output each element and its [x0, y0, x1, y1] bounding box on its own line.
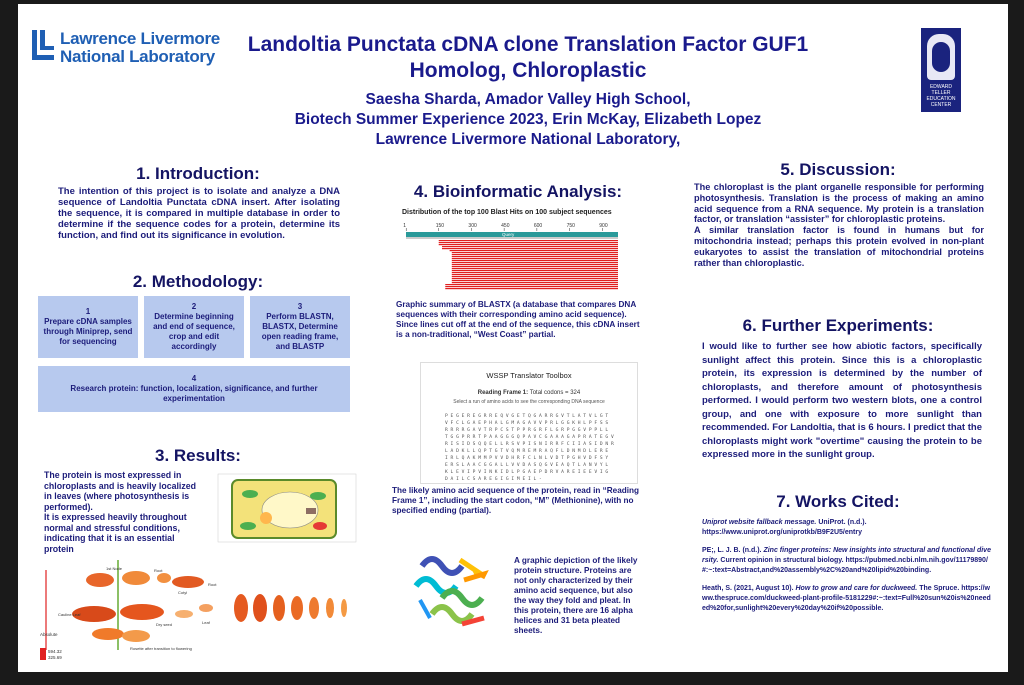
blast-hit-19 [452, 278, 618, 279]
protein-structure-image [402, 536, 502, 636]
poster-title-line1: Landoltia Punctata cDNA clone Translation Factor GUF1 [247, 33, 809, 56]
blast-hit-1 [439, 242, 618, 243]
works-cited-list [702, 518, 992, 614]
citation-3: Heath, S. (2021, August 10). How to grow and care for duckweed. The Spruce. https://www.thespruce.com/duckweed-plant-profile-5181229#:~:text=Full%20sun%20is%20needed%20for,sunlight%20every%20day%20if%20possible. [702, 585, 991, 612]
structure-caption: A graphic depiction of the likely protein structure. Proteins are not only characterized by their amino acid sequence, but also the way they fold and pleat. In this protein, there are 16 alpha helices and 31 beta pleated sheets. [514, 556, 638, 635]
llnl-logo [32, 30, 220, 66]
results-heading: 3. Results: [155, 446, 241, 465]
method-step-3: 3 Perform BLASTN, BLASTX, Determine open reading frame, and BLASTP [250, 296, 350, 358]
legend-value-1: 594.32 [48, 649, 62, 654]
method-step-2: 2 Determine beginning and end of sequence, crop and edit accordingly [144, 296, 244, 358]
intro-text: The intention of this project is to isolate and analyze a DNA sequence of Landoltia Punctata cDNA insert. After isolating the sequence, it is compared in multiple database in order to determine if the sequence codes for a protein, determine its function, and find out its significance in evolution. [58, 186, 340, 241]
axis-tick-5: 750 [566, 223, 575, 229]
blast-hit-18 [452, 276, 618, 277]
blast-hit-12 [452, 264, 618, 265]
blast-hit-16 [452, 272, 618, 273]
works-heading: 7. Works Cited: [776, 492, 900, 511]
teller-logo-text: EDWARD TELLER EDUCATION CENTER [926, 84, 956, 108]
amino-acid-sequence: P E G E R E G R R E Q V G E T Q G A R R G V T L A T V L G T V F C L G A E P H A L G M A G A V V P R L G G K H L P F S S R R R R G A V T R P C S T P P R G R F L G R P G G V P P L L T G G P R R T P A A G G G Q P A V C G A A A G A P R A T E G V R I S I D S Q Q E L L R S V P I S N I R R F C I I A S I D N R L A D K L L Q P T G T V Q M R E M R A Q F L D N M D L E R E I R L Q A K M M P V V D H R F C L N L V D T P G H V D F S Y E R S L A A C G G A L L V V D A S Q G V E A Q T L A N V Y L K L E V I P V I N K I D L P G A E P D R V A R E I E E V I G D A I L C S A R E G I G I M E I L - [445, 414, 614, 482]
citation-3-url[interactable]: https://www.thespruce.com/duckweed-plant-profile-5181229#:~:text=Full%20sun%20is%20needed%20for,sunlight%20every%20day%20if%20possible. [702, 585, 991, 612]
method-step-1: 1 Prepare cDNA samples through Miniprep, send for sequencing [38, 296, 138, 358]
further-heading: 6. Further Experiments: [742, 316, 934, 335]
blast-hit-24 [445, 288, 618, 289]
plant-label-root: Root [154, 568, 163, 573]
citation-1: Uniprot website fallback message. UniProt. (n.d.). https://www.uniprot.org/uniprotkb/B9F2U5/entry [702, 519, 867, 536]
blast-caption: Graphic summary of BLASTX (a database that compares DNA sequences with their corresponding amino acid sequence). Since lines cut off at the end of the sequence, this cDNA insert is a non-traditional, “West Coast” partial. [396, 300, 640, 339]
blast-hits-svg [402, 216, 636, 292]
query-label: Query [502, 232, 515, 237]
axis-tick-4: 600 [533, 223, 543, 229]
authors-line2: Biotech Summer Experience 2023, Erin McKay, Elizabeth Lopez [294, 111, 762, 128]
plant-label-cotyl: Cotyl [178, 590, 188, 595]
blast-hit-11 [452, 262, 618, 263]
plant-label-cauline: Cauline Leaf [58, 612, 81, 617]
results-text: The protein is most expressed in chloroplasts and is heavily localized in leaves (where photosynthesis is performed). It is expressed heavily throughout normal and stressful conditions, indicating that it is an essential protein [44, 470, 197, 554]
blast-hit-5 [450, 250, 618, 251]
teller-portrait-icon [927, 34, 955, 80]
wssp-title: WSSP Translator Toolbox [486, 371, 572, 380]
blast-hit-15 [452, 270, 618, 271]
logo-line2: National Laboratory [60, 47, 215, 66]
blast-hit-2 [439, 244, 618, 245]
llnl-mark-icon [32, 30, 54, 60]
blast-hit-7 [452, 254, 618, 255]
poster-title-block [208, 32, 848, 150]
axis-tick-1: 150 [435, 223, 445, 229]
poster [18, 4, 1008, 672]
blast-hit-23 [445, 286, 618, 287]
legend-value-2: 325.69 [48, 655, 62, 660]
blast-hit-4 [442, 248, 618, 249]
discussion-text: The chloroplast is the plant organelle responsible for performing photosynthesis. Translation is the process of making an amino acid sequence from a RNA sequence. My protein is a translation factor, or translation “assister” for chloroplastic proteins. A similar translation factor is found in humans but for mitochondria instead; perhaps this protein evolved in non-plant eukaryotes to assist the translation of mitochondrial proteins rather than chloroplastic. [694, 182, 984, 268]
wssp-frame: Reading Frame 1: [477, 390, 529, 396]
plant-label-root-2: Root [208, 582, 217, 587]
blast-hit-6 [452, 252, 618, 253]
axis-tick-3: 450 [501, 223, 510, 229]
blast-hit-22 [445, 284, 618, 285]
axis-tick-6: 900 [599, 223, 608, 229]
logo-line1: Lawrence Livermore [60, 29, 220, 48]
poster-title-line2: Homolog, Chloroplastic [409, 59, 647, 82]
authors-line3: Lawrence Livermore National Laboratory, [375, 131, 681, 148]
method-step-4: 4 Research protein: function, localization, significance, and further experimentation [38, 366, 350, 412]
citation-2-url[interactable]: https://pubmed.ncbi.nlm.nih.gov/11179890/#:~:text=Abstract,and%20assembly%2C%20and%20lipid%20binding. [702, 557, 988, 574]
wssp-instruction: Select a run of amino acids to see the corresponding DNA sequence [453, 399, 605, 405]
intro-heading: 1. Introduction: [136, 164, 260, 183]
blast-hit-20 [452, 280, 618, 281]
blast-hit-8 [452, 256, 618, 257]
plant-label-dryseed: Dry seed [156, 622, 173, 627]
plant-label-rosette: Rosette after transition to flowering [130, 646, 192, 651]
authors-line1: Saesha Sharda, Amador Valley High School, [365, 91, 691, 108]
blast-hit-17 [452, 274, 618, 275]
cell-localization-diagram [214, 470, 360, 546]
blast-chart [402, 209, 636, 295]
plant-label-leaf: Leaf [202, 620, 210, 625]
blast-hit-21 [452, 282, 618, 283]
axis-tick-2: 300 [468, 223, 477, 229]
blast-hit-10 [452, 260, 618, 261]
wssp-codons: Total codons = 324 [529, 390, 581, 396]
further-text: I would like to further see how abiotic factors, specifically sunlight affect this protein. Since this is a chloroplastic protein, its expression is determined by the number of chloroplasts, and therefore amount of photosynthesis performed. I would perform two western blots, one a control group, and one with exposure to more sunlight than recommended. For Landoltia, that is 6 hours. I predict that the chloroplasts might work "overtime" causing the protein to be expressed more in the sunlight group. [702, 341, 982, 460]
axis-tick-0: 1 [403, 223, 406, 229]
blast-hit-3 [442, 246, 618, 247]
blast-hit-9 [452, 258, 618, 259]
citation-1-url[interactable]: https://www.uniprot.org/uniprotkb/B9F2U5/entry [702, 529, 862, 536]
methodology-heading: 2. Methodology: [132, 272, 264, 291]
legend-title: Absolute [40, 632, 58, 637]
wssp-caption: The likely amino acid sequence of the protein, read in “Reading Frame 1”, including the start codon, “M” (Methionine), with no specified ending (partial). [392, 486, 640, 515]
wssp-translator [420, 362, 638, 484]
teller-logo [921, 28, 961, 112]
blast-hit-14 [452, 268, 618, 269]
blast-hit-0 [439, 240, 618, 241]
discussion-heading: 5. Discussion: [780, 160, 896, 179]
blast-hit-13 [452, 266, 618, 267]
bioinformatics-heading: 4. Bioinformatic Analysis: [413, 182, 623, 201]
expression-plant-diagram [38, 550, 360, 662]
citation-2: PE;, L. J. B. (n.d.). Zinc finger proteins: New insights into structural and functional diversity. Current opinion in structural biology. https://pubmed.ncbi.nlm.nih.gov/11179890/#:~:text=Abstract,and%20assembly%2C%20and%20lipid%20binding. [702, 547, 991, 574]
blast-title: Distribution of the top 100 Blast Hits on 100 subject sequences [402, 209, 612, 216]
plant-label-node: 1st Node [106, 566, 123, 571]
